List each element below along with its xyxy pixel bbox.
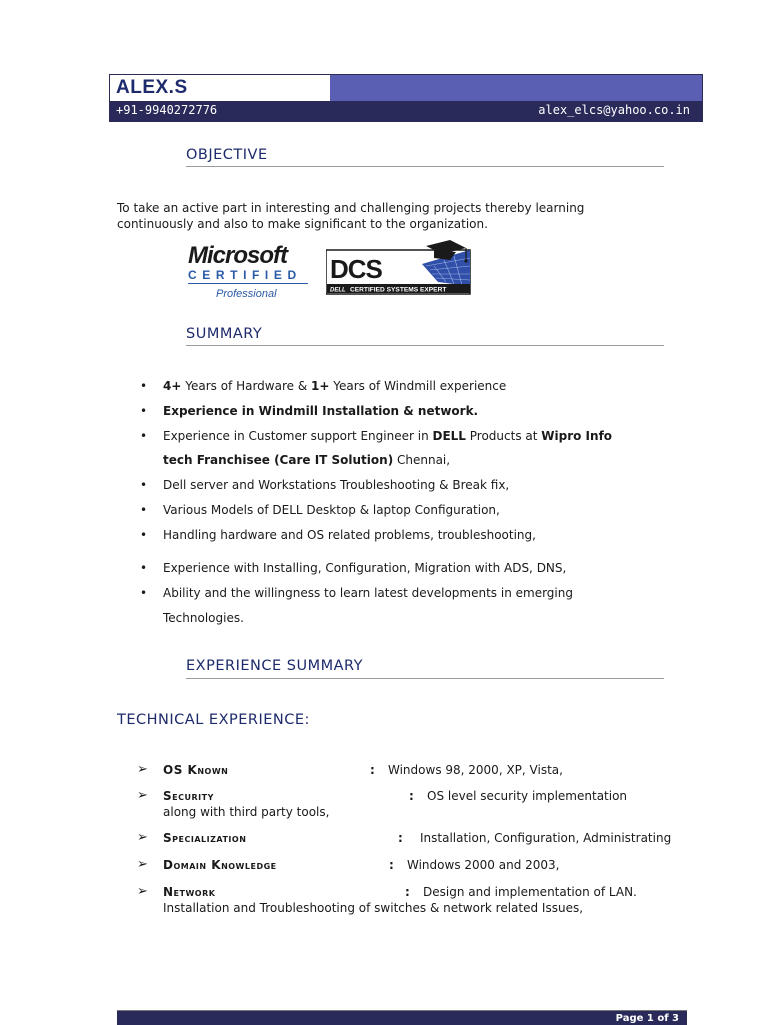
bullet-icon: • [140,478,148,492]
bullet-icon: • [140,561,148,575]
tech-colon: : [409,789,414,803]
windmill-installation: Experience in Windmill Installation & network. [163,404,479,418]
header-color-band [330,75,702,101]
bullet-icon: • [140,586,148,600]
dell-dcs-logo [326,236,472,296]
bullet-icon: • [140,528,148,542]
experience-summary-divider [186,678,664,679]
tech-label: OS Known [163,763,229,777]
summary-divider [186,345,664,346]
arrow-bullet-icon: ➢ [137,788,148,803]
tech-value: Windows 98, 2000, XP, Vista, [388,763,563,777]
franchisee-text: tech Franchisee (Care IT Solution) [163,453,394,467]
server-text: Dell server and Workstations Troubleshooting & Break fix, [163,478,510,492]
dcs-tagline: CERTIFIED SYSTEMS EXPERT [350,286,447,294]
tech-label: Specialization [163,831,247,845]
dcs-wordmark: DCS [330,254,382,284]
contact-bar [110,101,702,122]
hardware-text: Years of Hardware & [181,379,311,393]
city-text: Chennai, [393,453,451,467]
tech-value: Installation, Configuration, Administrating [420,831,672,845]
tech-value: Design and implementation of LAN. [423,885,637,899]
tech-colon: : [398,831,403,845]
tech-colon: : [405,885,410,899]
dell-brand: DELL [330,287,346,294]
tech-value: Windows 2000 and 2003, [407,858,560,872]
hardware-years: 4+ [163,379,182,393]
arrow-bullet-icon: ➢ [137,857,148,872]
objective-text [117,200,677,232]
products-text: Products at [465,429,542,443]
tech-colon: : [389,858,394,872]
support-text: Experience in Customer support Engineer in [163,429,433,443]
bullet-icon: • [140,404,148,418]
technologies-text: Technologies. [163,611,244,625]
dell-brand-text: DELL [432,429,466,443]
certified-wordmark: CERTIFIED [188,268,308,284]
arrow-bullet-icon: ➢ [137,762,148,777]
ads-text: Experience with Installing, Configuration, Migration with ADS, DNS, [163,561,567,575]
objective-divider [186,166,664,167]
bullet-icon: • [140,429,148,443]
objective-line-1: To take an active part in interesting and challenging projects thereby learning [117,201,585,215]
handling-text: Handling hardware and OS related problems, troubleshooting, [163,528,536,542]
arrow-bullet-icon: ➢ [137,884,148,899]
email-address[interactable]: alex_elcs@yahoo.co.in [538,103,690,117]
resume-header [109,74,703,122]
tech-colon: : [370,763,375,777]
page-number: Page 1 of 3 [615,1013,679,1024]
bullet-icon: • [140,379,148,393]
name-cell [110,75,330,101]
wipro-text: Wipro Info [541,429,613,443]
microsoft-wordmark: Microsoft [188,242,287,269]
tech-value: OS level security implementation [427,789,628,803]
arrow-bullet-icon: ➢ [137,830,148,845]
tech-value-continuation: along with third party tools, [163,805,330,819]
tech-label: Security [163,789,214,803]
tech-label: Network [163,885,216,899]
summary-heading: SUMMARY [186,326,263,342]
page-footer [117,1010,687,1025]
experience-summary-heading: EXPERIENCE SUMMARY [186,658,364,674]
models-text: Various Models of DELL Desktop & laptop Configuration, [163,503,500,517]
microsoft-certified-logo [186,242,310,304]
ability-text: Ability and the willingness to learn latest developments in emerging [163,586,573,600]
windmill-years: 1+ [311,379,330,393]
bullet-icon: • [140,503,148,517]
technical-experience-heading: TECHNICAL EXPERIENCE: [117,712,310,728]
phone-number: +91-9940272776 [116,103,218,117]
professional-wordmark: Professional [216,288,277,300]
tech-value-continuation: Installation and Troubleshooting of switches & network related Issues, [163,901,584,915]
windmill-text: Years of Windmill experience [329,379,507,393]
objective-heading: OBJECTIVE [186,147,268,163]
candidate-name: ALEX.S [116,77,188,98]
tech-label: Domain Knowledge [163,858,277,872]
objective-line-2: continuously and also to make significant to the organization. [117,217,488,231]
